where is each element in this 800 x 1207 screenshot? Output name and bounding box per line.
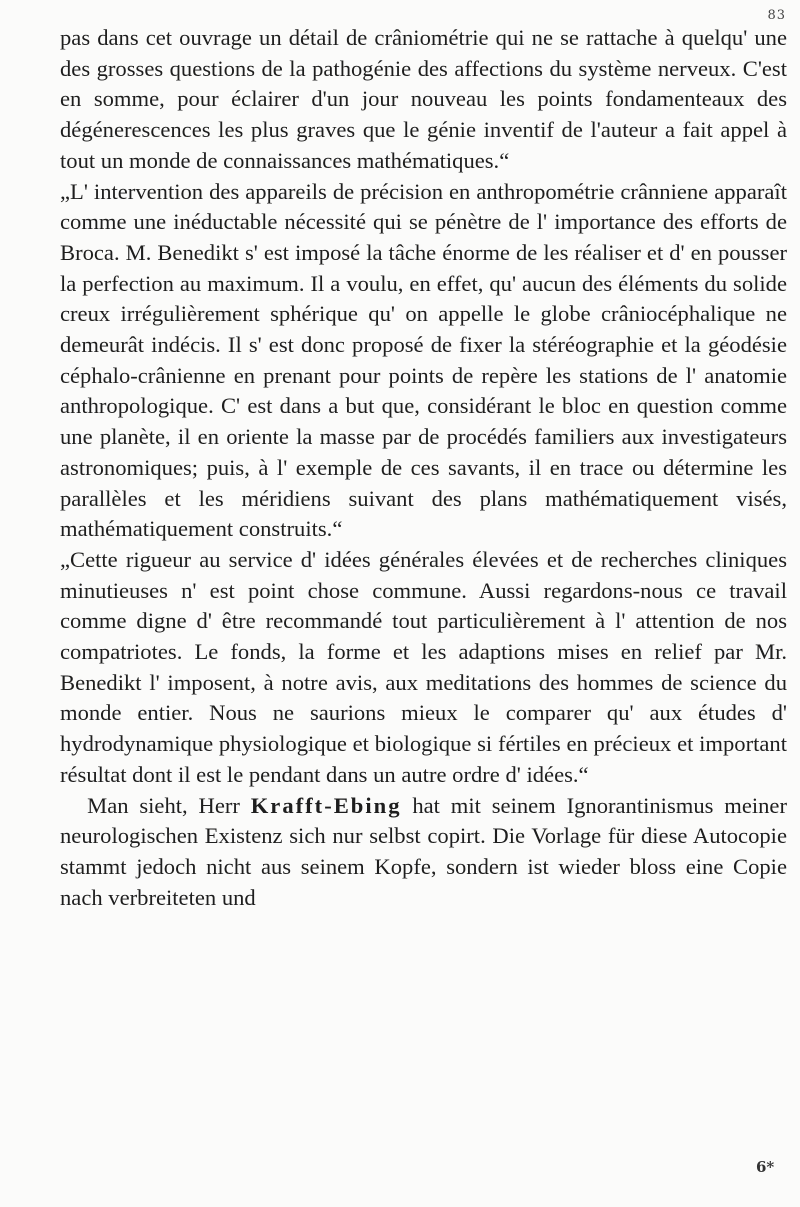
page-number: 83 [767,8,786,23]
body-text [60,23,787,913]
author-name-krafft-ebing: Krafft-Ebing [250,792,402,818]
signature-mark: 6* [756,1158,775,1176]
paragraph-2: „L' intervention des appareils de précision en anthropométrie crânniene apparaît comme une inéductable nécessité qui se pénètre de l' importance des efforts de Broca. M. Benedikt s' est imposé la tâche énorme de les réaliser et d' en pousser la perfection au maximum. Il a voulu, en effet, qu' aucun des éléments du solide creux irrégulièrement sphérique qu' on appelle le globe crâniocéphalique ne demeurât indécis. Il s' est donc proposé de fixer la stéréographie et la géodésie céphalo-crânienne en prenant pour points de repère les stations de l' anatomie anthropologique. C' est dans a but que, considérant le bloc en question comme une planète, il en oriente la masse par de procédés familiers aux investigateurs astronomiques; puis, à l' exemple de ces savants, il en trace ou détermine les parallèles et les méridiens suivant des plans mathématiquement visés, mathématiquement construits.“ [60,178,787,542]
paragraph-1: pas dans cet ouvrage un détail de crâniométrie qui ne se rattache à quelqu' une des grosses questions de la pathogénie des affections du système nerveux. C'est en somme, pour éclairer d'un jour nouveau les points fondamenteaux des dégénerescences les plus graves que le génie inventif de l'auteur a fait appel à tout un monde de connaissances mathématiques.“ [60,25,787,173]
paragraph-4-lead: Man sieht, Herr [87,792,251,818]
paragraph-3: „Cette rigueur au service d' idées générales élevées et de recherches cliniques minutieuses n' est point chose commune. Aussi regardons-nous ce travail comme digne d' être recommandé tout particulièrement à l' attention de nos compatriotes. Le fonds, la forme et les adaptions mises en relief par Mr. Benedikt l' imposent, à notre avis, aux meditations des hommes de science du monde entier. Nous ne saurions mieux le comparer qu' aux études d' hydrodynamique physiologique et biologique si fértiles en précieux et important résultat dont il est le pendant dans un autre ordre d' idées.“ [60,546,787,787]
paragraph-4-rest: hat mit seinem Ignorantinismus meiner neurologischen Existenz sich nur selbst copirt. Die Vorlage für diese Autocopie stammt jedoch nicht aus seinem Kopfe, sondern ist wieder bloss eine Copie nach verbreiteten und [60,792,787,910]
paragraph-4 [60,791,787,914]
